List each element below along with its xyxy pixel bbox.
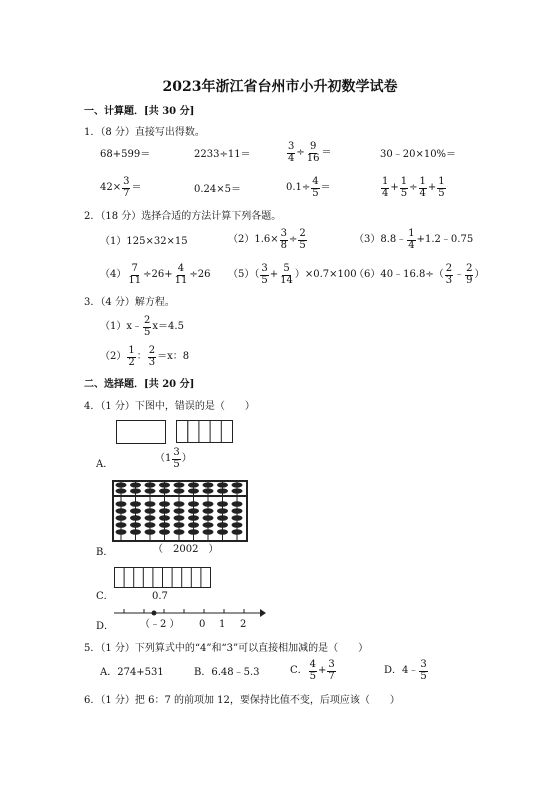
- abacus-bead: [203, 501, 214, 507]
- question-1-label: 1．（8 分）直接写出得数。: [84, 127, 205, 138]
- fraction: $\frac{3}{5}$: [420, 659, 427, 682]
- q5-option-d: D．4﹣ $\frac{3}{5}$: [384, 659, 427, 682]
- abacus-bead: [159, 508, 170, 514]
- fraction: $\frac{4}{5}$: [312, 176, 319, 199]
- abacus-bead: [232, 501, 243, 507]
- abacus-bead: [174, 529, 185, 535]
- section-heading-calculation: 一、计算题．[共 30 分]: [84, 106, 195, 117]
- abacus-bead: [217, 508, 228, 514]
- question-2-label: 2．（18 分）选择合适的方法计算下列各题。: [84, 211, 282, 222]
- abacus-bead: [145, 515, 156, 521]
- abacus-bead: [145, 482, 156, 487]
- q1-item-g: 0.1÷ $\frac{4}{5}$ ＝: [286, 176, 331, 199]
- abacus-bead: [232, 529, 243, 535]
- q3-equation-2: （2） $\frac{1}{2}$ ： $\frac{2}{3}$ ＝x：8: [100, 345, 190, 368]
- option-a-label: A．: [96, 459, 114, 470]
- fraction: $\frac{7}{11}$: [128, 263, 142, 286]
- fraction: $\frac{3}{7}$: [328, 659, 335, 682]
- abacus-bead: [203, 529, 214, 535]
- abacus-bead: [232, 482, 243, 487]
- abacus-bead: [217, 482, 228, 487]
- fraction: $\frac{2}{3}$: [445, 263, 453, 286]
- abacus-bead: [116, 501, 127, 507]
- abacus-bead: [203, 508, 214, 514]
- abacus-bead: [174, 501, 185, 507]
- q1-item-c: $\frac{3}{4}$ ÷ $\frac{9}{16}$ ＝: [288, 141, 332, 164]
- question-4-label: 4．（1 分）下图中，错误的是（ ）: [84, 401, 255, 412]
- abacus-bead: [217, 529, 228, 535]
- fraction: $\frac{3}{5}$: [173, 447, 180, 470]
- q1-item-h: $\frac{1}{4}$ + $\frac{1}{5}$ ÷ $\frac{1}{4}$ + $\frac{1}{5}$: [382, 176, 445, 199]
- q2-item-6: （6）40﹣16.8÷（ $\frac{2}{3}$ ﹣ $\frac{2}{9}$ ）: [354, 263, 485, 286]
- abacus-bead: [217, 501, 228, 507]
- fraction: $\frac{2}{9}$: [466, 263, 473, 286]
- abacus-bead: [188, 515, 199, 521]
- abacus-bead: [232, 522, 243, 528]
- abacus-bead: [217, 522, 228, 528]
- q2-item-1: （1）125×32×15: [100, 236, 188, 247]
- abacus-bead: [232, 488, 243, 493]
- page-title: 2023年浙江省台州市小升初数学试卷: [162, 79, 398, 95]
- abacus-bead: [188, 508, 199, 514]
- abacus-bead: [188, 529, 199, 535]
- abacus-bead: [159, 515, 170, 521]
- option-b-caption: （ 2002 ）: [153, 544, 219, 555]
- abacus-bead: [145, 529, 156, 535]
- fraction: $\frac{1}{5}$: [400, 176, 408, 199]
- abacus-bead: [174, 508, 185, 514]
- q1-item-a: 68+599＝: [100, 149, 151, 160]
- abacus-bead: [130, 501, 141, 507]
- abacus-bead: [116, 522, 127, 528]
- abacus-bead: [159, 488, 170, 493]
- option-a-caption: （1 $\frac{3}{5}$ ）: [155, 447, 192, 470]
- abacus-bead: [174, 482, 185, 487]
- abacus-figure: [112, 480, 248, 542]
- section-heading-choice: 二、选择题．[共 20 分]: [84, 379, 195, 390]
- q2-item-5: （5）（ $\frac{3}{5}$ + $\frac{5}{14}$ ）×0.7×100: [228, 263, 357, 286]
- abacus-bead: [145, 501, 156, 507]
- number-line-point: [152, 611, 157, 616]
- fraction: $\frac{2}{5}$: [144, 315, 151, 338]
- fraction: $\frac{9}{16}$: [306, 141, 320, 164]
- abacus-bead: [203, 482, 214, 487]
- abacus-bead: [116, 488, 127, 493]
- abacus-bead: [145, 522, 156, 528]
- q2-item-4: （4） $\frac{7}{11}$ ÷26+ $\frac{4}{11}$ ÷26: [100, 263, 211, 286]
- abacus-bead: [159, 522, 170, 528]
- q1-item-f: 0.24×5＝: [194, 184, 242, 195]
- number-line-figure: [114, 606, 266, 620]
- abacus-bead: [145, 508, 156, 514]
- question-6-label: 6．（1 分）把 6：7 的前项加 12，要保持比值不变，后项应该（ ）: [84, 695, 400, 706]
- q2-item-2: （2）1.6× $\frac{3}{8}$ ÷ $\frac{2}{5}$: [228, 228, 306, 251]
- abacus-bead: [116, 508, 127, 514]
- abacus-bead: [217, 515, 228, 521]
- abacus-bead: [174, 515, 185, 521]
- tenths-strip-figure: [114, 567, 212, 589]
- abacus-bead: [217, 488, 228, 493]
- fraction: $\frac{3}{8}$: [280, 228, 288, 251]
- q1-item-e: 42× $\frac{3}{7}$ ＝: [100, 176, 142, 199]
- fifths-rectangle-figure: [176, 420, 234, 444]
- abacus-bead: [174, 522, 185, 528]
- fraction: $\frac{4}{11}$: [174, 263, 188, 286]
- fraction: $\frac{2}{3}$: [148, 345, 156, 368]
- q5-option-b: B．6.48﹣5.3: [194, 667, 260, 678]
- q5-option-a: A．274+531: [100, 667, 164, 678]
- abacus-bead: [116, 482, 127, 487]
- option-d-label: D．: [96, 621, 115, 632]
- abacus-bead: [130, 529, 141, 535]
- q1-item-b: 2233÷11＝: [194, 149, 251, 160]
- abacus-bead: [203, 522, 214, 528]
- option-c-label: C．: [96, 591, 114, 602]
- abacus-bead: [116, 515, 127, 521]
- abacus-bead: [203, 488, 214, 493]
- q5-option-c: C． $\frac{4}{5}$ + $\frac{3}{7}$: [290, 659, 335, 682]
- abacus-bead: [130, 515, 141, 521]
- fraction: $\frac{3}{7}$: [123, 176, 130, 199]
- q3-equation-1: （1）x﹣ $\frac{2}{5}$ x＝4.5: [100, 315, 184, 338]
- q1-item-d: 30﹣20×10%＝: [380, 149, 457, 160]
- abacus-bead: [130, 482, 141, 487]
- abacus-bead: [174, 488, 185, 493]
- abacus-bead: [159, 501, 170, 507]
- fraction: $\frac{1}{2}$: [128, 345, 135, 368]
- number-line-label-0: 0: [199, 619, 206, 630]
- abacus-bead: [188, 488, 199, 493]
- abacus-bead: [145, 488, 156, 493]
- fraction: $\frac{1}{4}$: [408, 228, 415, 251]
- fraction: $\frac{3}{5}$: [261, 263, 268, 286]
- abacus-bead: [116, 529, 127, 535]
- abacus-bead: [232, 508, 243, 514]
- option-b-label: B．: [96, 547, 114, 558]
- fraction: $\frac{4}{5}$: [309, 659, 317, 682]
- abacus-bead: [203, 515, 214, 521]
- abacus-bead: [188, 501, 199, 507]
- abacus-bead: [159, 482, 170, 487]
- fraction: $\frac{1}{4}$: [382, 176, 389, 199]
- abacus-bead: [130, 522, 141, 528]
- q2-item-3: （3）8.8﹣ $\frac{1}{4}$ +1.2﹣0.75: [354, 228, 474, 251]
- fraction: $\frac{3}{4}$: [288, 141, 295, 164]
- abacus-bead: [130, 508, 141, 514]
- number-line-label-2: 2: [240, 619, 247, 630]
- fraction: $\frac{1}{4}$: [419, 176, 426, 199]
- question-3-label: 3．（4 分）解方程。: [84, 297, 175, 308]
- whole-rectangle-figure: [116, 420, 166, 444]
- number-line-label-neg2: （﹣2 ）: [140, 619, 180, 630]
- abacus-bead: [188, 522, 199, 528]
- abacus-bead: [130, 488, 141, 493]
- question-5-label: 5．（1 分）下列算式中的“4”和“3”可以直接相加减的是（ ）: [84, 643, 369, 654]
- number-line-label-1: 1: [219, 619, 226, 630]
- abacus-bead: [188, 482, 199, 487]
- fraction: $\frac{1}{5}$: [438, 176, 445, 199]
- abacus-bead: [232, 515, 243, 521]
- fraction: $\frac{5}{14}$: [280, 263, 293, 286]
- option-c-caption: 0.7: [152, 591, 168, 602]
- abacus-bead: [159, 529, 170, 535]
- fraction: $\frac{2}{5}$: [299, 228, 306, 251]
